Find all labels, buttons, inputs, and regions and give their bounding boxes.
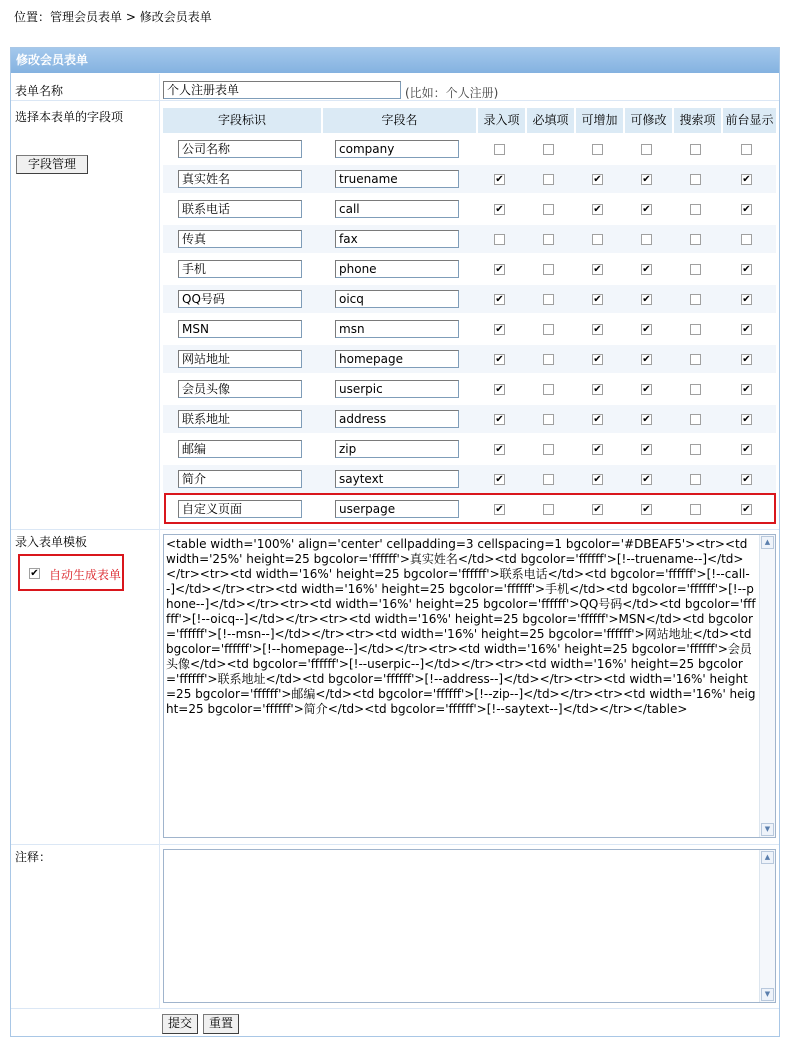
row-divider — [11, 844, 779, 845]
column-header: 字段名 — [323, 108, 476, 133]
field-label-input[interactable]: 会员头像 — [178, 380, 302, 398]
field-option-checkbox[interactable] — [741, 474, 752, 485]
field-option-checkbox[interactable] — [543, 234, 554, 245]
field-label-input[interactable]: 手机 — [178, 260, 302, 278]
field-grid-header — [163, 108, 776, 133]
field-label-input[interactable]: 真实姓名 — [178, 170, 302, 188]
field-option-checkbox[interactable] — [494, 414, 505, 425]
field-option-checkbox[interactable] — [741, 264, 752, 275]
field-option-checkbox[interactable] — [641, 264, 652, 275]
field-option-checkbox[interactable] — [543, 294, 554, 305]
field-name-input[interactable]: userpic — [335, 380, 459, 398]
field-label-input[interactable]: 联系电话 — [178, 200, 302, 218]
field-option-checkbox[interactable] — [641, 444, 652, 455]
field-option-checkbox[interactable] — [543, 204, 554, 215]
table-row — [163, 345, 776, 373]
field-option-checkbox[interactable] — [494, 324, 505, 335]
field-option-checkbox[interactable] — [592, 354, 603, 365]
column-header: 前台显示 — [723, 108, 776, 133]
table-row — [163, 255, 776, 283]
scroll-down-icon[interactable]: ▼ — [761, 823, 774, 836]
field-option-checkbox[interactable] — [690, 324, 701, 335]
column-header: 必填项 — [527, 108, 574, 133]
scroll-up-icon[interactable]: ▲ — [761, 851, 774, 864]
field-option-checkbox[interactable] — [641, 174, 652, 185]
field-option-checkbox[interactable] — [543, 414, 554, 425]
field-option-checkbox[interactable] — [494, 354, 505, 365]
field-option-checkbox[interactable] — [741, 384, 752, 395]
column-header: 可修改 — [625, 108, 672, 133]
field-name-input[interactable]: phone — [335, 260, 459, 278]
field-option-checkbox[interactable] — [690, 294, 701, 305]
breadcrumb — [14, 8, 212, 25]
auto-generate-checkbox[interactable] — [29, 568, 40, 579]
field-name-input[interactable]: saytext — [335, 470, 459, 488]
template-label: 录入表单模板 — [15, 535, 88, 549]
form-name-hint: (比如：个人注册) — [405, 86, 499, 100]
field-label-input[interactable]: QQ号码 — [178, 290, 302, 308]
field-label-input[interactable]: 自定义页面 — [178, 500, 302, 518]
note-label: 注释： — [15, 850, 52, 864]
field-option-checkbox[interactable] — [690, 264, 701, 275]
field-option-checkbox[interactable] — [543, 474, 554, 485]
table-row — [163, 285, 776, 313]
table-row — [163, 315, 776, 343]
field-name-input[interactable]: company — [335, 140, 459, 158]
field-option-checkbox[interactable] — [741, 144, 752, 155]
table-row — [163, 195, 776, 223]
form-name-input[interactable]: 个人注册表单 — [163, 81, 401, 99]
field-option-checkbox[interactable] — [641, 234, 652, 245]
field-option-checkbox[interactable] — [641, 414, 652, 425]
fields-label: 选择本表单的字段项 — [15, 110, 124, 124]
field-name-input[interactable]: homepage — [335, 350, 459, 368]
field-option-checkbox[interactable] — [641, 384, 652, 395]
field-option-checkbox[interactable] — [690, 174, 701, 185]
field-option-checkbox[interactable] — [592, 144, 603, 155]
table-row — [163, 135, 776, 163]
field-option-checkbox[interactable] — [741, 444, 752, 455]
field-name-input[interactable]: zip — [335, 440, 459, 458]
field-option-checkbox[interactable] — [641, 474, 652, 485]
form-name-label: 表单名称 — [15, 84, 64, 98]
field-option-checkbox[interactable] — [543, 354, 554, 365]
field-option-checkbox[interactable] — [741, 204, 752, 215]
breadcrumb-separator: > — [125, 10, 136, 24]
table-row — [163, 435, 776, 463]
field-label-input[interactable]: 网站地址 — [178, 350, 302, 368]
field-option-checkbox[interactable] — [592, 414, 603, 425]
template-textarea[interactable] — [163, 534, 776, 838]
auto-generate-label: 自动生成表单 — [49, 568, 122, 582]
breadcrumb-prefix: 位置： — [14, 10, 51, 24]
field-label-input[interactable]: 传真 — [178, 230, 302, 248]
field-option-checkbox[interactable] — [494, 384, 505, 395]
table-row — [163, 465, 776, 493]
field-option-checkbox[interactable] — [690, 234, 701, 245]
field-option-checkbox[interactable] — [494, 204, 505, 215]
field-option-checkbox[interactable] — [543, 174, 554, 185]
field-option-checkbox[interactable] — [494, 144, 505, 155]
table-row — [163, 375, 776, 403]
field-option-checkbox[interactable] — [690, 384, 701, 395]
field-option-checkbox[interactable] — [494, 264, 505, 275]
template-scrollbar[interactable] — [759, 535, 775, 837]
field-option-checkbox[interactable] — [543, 144, 554, 155]
note-scrollbar[interactable] — [759, 850, 775, 1002]
table-row — [163, 405, 776, 433]
scroll-down-icon[interactable]: ▼ — [761, 988, 774, 1001]
template-text: <table width='100%' align='center' cellpadding=3 cellspacing=1 bgcolor='#DBEAF5'><tr><td width='25%' height=25 bgcolor='ffffff'>真实姓名</td><td bgcolor='ffffff'>[!--truename--]</td></tr><tr><td width='16%' height=25 bgcolor='ffffff'>联系电话</td><td bgcolor='ffffff'>[!--call--]</td></tr><tr><td width='16%' height=25 bgcolor='ffffff'>手机</td><td bgcolor='ffffff'>[!--phone--]</td></tr><tr><td width='16%' height=25 bgcolor='ffffff'>QQ号码</td><td bgcolor='ffffff'>[!--oicq--]</td></tr><tr><td width='16%' height=25 bgcolor='ffffff'>MSN</td><td bgcolor='ffffff'>[!--msn--]</td></tr><tr><td width='16%' height=25 bgcolor='ffffff'>网站地址</td><td bgcolor='ffffff'>[!--homepage--]</td></tr><tr><td width='16%' height=25 bgcolor='ffffff'>会员头像</td><td bgcolor='ffffff'>[!--userpic--]</td></tr><tr><td width='16%' height=25 bgcolor='ffffff'>联系地址</td><td bgcolor='ffffff'>[!--address--]</td></tr><tr><td width='16%' height=25 bgcolor='ffffff'>邮编</td><td bgcolor='ffffff'>[!--zip--]</td></tr><tr><td width='16%' height=25 bgcolor='ffffff'>简介</td><td bgcolor='ffffff'>[!--saytext--]</td></tr></table> — [166, 537, 756, 716]
field-option-checkbox[interactable] — [741, 324, 752, 335]
field-option-checkbox[interactable] — [592, 474, 603, 485]
field-option-checkbox[interactable] — [690, 474, 701, 485]
field-option-checkbox[interactable] — [543, 384, 554, 395]
col-divider — [159, 74, 160, 1008]
row-divider — [11, 1008, 779, 1009]
field-label-input[interactable]: 邮编 — [178, 440, 302, 458]
row-divider — [11, 529, 779, 530]
field-name-input[interactable]: truename — [335, 170, 459, 188]
field-option-checkbox[interactable] — [592, 324, 603, 335]
field-option-checkbox[interactable] — [641, 354, 652, 365]
field-label-input[interactable]: 简介 — [178, 470, 302, 488]
field-option-checkbox[interactable] — [641, 324, 652, 335]
field-management-button[interactable]: 字段管理 — [16, 155, 88, 174]
field-option-checkbox[interactable] — [494, 294, 505, 305]
field-option-checkbox[interactable] — [690, 354, 701, 365]
field-option-checkbox[interactable] — [641, 144, 652, 155]
field-name-input[interactable]: oicq — [335, 290, 459, 308]
column-header: 搜索项 — [674, 108, 721, 133]
row-divider — [11, 100, 779, 101]
field-option-checkbox[interactable] — [592, 264, 603, 275]
field-name-input[interactable]: fax — [335, 230, 459, 248]
field-option-checkbox[interactable] — [741, 354, 752, 365]
field-option-checkbox[interactable] — [592, 234, 603, 245]
submit-button[interactable]: 提交 — [162, 1014, 198, 1034]
column-header: 录入项 — [478, 108, 525, 133]
field-option-checkbox[interactable] — [741, 294, 752, 305]
field-option-checkbox[interactable] — [543, 264, 554, 275]
field-option-checkbox[interactable] — [641, 204, 652, 215]
field-option-checkbox[interactable] — [592, 444, 603, 455]
field-name-input[interactable]: msn — [335, 320, 459, 338]
field-option-checkbox[interactable] — [592, 384, 603, 395]
field-option-checkbox[interactable] — [741, 234, 752, 245]
field-label-input[interactable]: 联系地址 — [178, 410, 302, 428]
field-option-checkbox[interactable] — [543, 324, 554, 335]
field-label-input[interactable]: 公司名称 — [178, 140, 302, 158]
field-option-checkbox[interactable] — [494, 234, 505, 245]
reset-button[interactable]: 重置 — [203, 1014, 239, 1034]
field-option-checkbox[interactable] — [494, 474, 505, 485]
breadcrumb-link-manage-forms[interactable]: 管理会员表单 — [50, 10, 123, 24]
field-name-input[interactable]: address — [335, 410, 459, 428]
field-option-checkbox[interactable] — [592, 174, 603, 185]
scroll-up-icon[interactable]: ▲ — [761, 536, 774, 549]
field-option-checkbox[interactable] — [741, 174, 752, 185]
column-header: 可增加 — [576, 108, 623, 133]
column-header: 字段标识 — [163, 108, 321, 133]
field-option-checkbox[interactable] — [690, 444, 701, 455]
field-name-input[interactable]: call — [335, 200, 459, 218]
field-option-checkbox[interactable] — [543, 444, 554, 455]
field-option-checkbox[interactable] — [741, 414, 752, 425]
field-option-checkbox[interactable] — [641, 294, 652, 305]
breadcrumb-current: 修改会员表单 — [139, 10, 212, 24]
field-option-checkbox[interactable] — [690, 144, 701, 155]
field-option-checkbox[interactable] — [690, 414, 701, 425]
field-option-checkbox[interactable] — [592, 294, 603, 305]
custom-page-row-highlight — [164, 493, 776, 524]
field-option-checkbox[interactable] — [494, 174, 505, 185]
table-row — [163, 165, 776, 193]
field-option-checkbox[interactable] — [690, 204, 701, 215]
note-textarea[interactable] — [163, 849, 776, 1003]
field-label-input[interactable]: MSN — [178, 320, 302, 338]
panel-title: 修改会员表单 — [11, 48, 779, 73]
table-row — [163, 225, 776, 253]
field-name-input[interactable]: userpage — [335, 500, 459, 518]
field-option-checkbox[interactable] — [494, 444, 505, 455]
field-option-checkbox[interactable] — [592, 204, 603, 215]
